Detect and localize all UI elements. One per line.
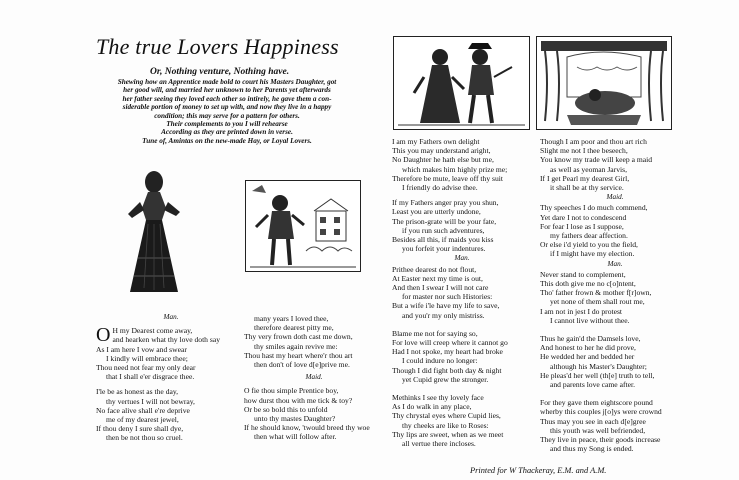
verse-line: For fear I lose as I suppose, <box>540 221 624 231</box>
verse-line: No Daughter he hath else but me, <box>392 155 494 165</box>
verse-line: Or else i'd yield to you the field, <box>540 240 638 250</box>
verse-line: and thus my Song is ended. <box>550 444 634 454</box>
verse-line: Thy very frown doth cast me down, <box>244 332 353 342</box>
verse-line: But a wife i'le have my life to save, <box>392 301 500 311</box>
verse-line: Methinks I see thy lovely face <box>392 393 484 403</box>
verse-line: He wedded her and bedded her <box>540 352 635 362</box>
verse-line: As I am here I vow and swear <box>96 344 187 354</box>
verse-line: For they gave them eightscore pound <box>540 398 653 408</box>
verse-line: thy vertues I will not bewray, <box>106 396 195 406</box>
verse-line: I kindly will embrace thee; <box>106 353 188 363</box>
couple-illustration <box>394 37 529 129</box>
verse-line: Blame me not for saying so, <box>392 328 478 338</box>
verse-line: thy smiles again revive me: <box>254 341 338 351</box>
curtain-scene-woodcut <box>536 36 672 130</box>
curtain-scene-illustration <box>537 37 671 129</box>
verse-line: and you'r my only mistriss. <box>402 310 485 320</box>
verse-line: Thy lips are sweet, when as we meet <box>392 429 504 439</box>
verse-line: I'le be as honest as the day, <box>96 387 179 397</box>
stanza <box>540 203 690 258</box>
verse-line: and hearken what thy love doth say <box>112 335 221 345</box>
ballad-description <box>82 78 372 145</box>
verse-line: that I shall e'er disgrace thee. <box>106 372 195 382</box>
verse-line: Thy speeches I do much commend, <box>540 203 648 213</box>
verse-line: I friendly do advise thee. <box>402 183 478 193</box>
verse-line: This doth give me no c[o]ntent, <box>540 279 636 289</box>
description-line: siderable portion of money to set up with, and now they live in a happy <box>122 103 332 112</box>
stanza <box>392 265 532 320</box>
verse-line: Never stand to complement, <box>540 269 626 279</box>
man-garden-illustration <box>246 181 360 271</box>
verse-line: Thou hast my heart where'r thou art <box>244 350 353 360</box>
speaker-label-man: Man. <box>163 313 179 321</box>
stanza <box>96 387 246 442</box>
verse-line: wherby this couples j[o]ys were crownd <box>540 407 662 417</box>
stanza <box>540 137 690 192</box>
verse-line: Slight me not I thee beseech, <box>540 146 628 156</box>
verse-line: If I get Pearl my dearest Girl, <box>540 173 630 183</box>
verse-line: many years I loved thee, <box>254 314 329 323</box>
verse-line: for master nor such Histories: <box>402 292 493 302</box>
verse-line: as well as yeoman Jarvis, <box>550 164 627 174</box>
verse-line: And honest to her he did prove, <box>540 343 636 353</box>
verse-line: which makes him highly prize me; <box>402 164 508 174</box>
verse-line: Thus may you see in each d[e]gree <box>540 416 646 426</box>
verse-line: They live in peace, their goods increase <box>540 435 661 445</box>
verse-line: Therefore be mute, leave off thy suit <box>392 173 503 183</box>
verse-line: The prison-grate will be your fate, <box>392 216 497 226</box>
stanza <box>392 137 532 192</box>
verse-line: then be not thou so cruel. <box>106 433 183 443</box>
description-line: condition; this may serve for a pattern for others. <box>154 111 300 120</box>
verse-line: Besides all this, if maids you kiss <box>392 235 494 245</box>
left-column-continued <box>244 314 384 442</box>
description-line: Shewing how an Apprentice made bold to court his Masters Daughter, got <box>117 78 337 86</box>
verse-line: Thus he gain'd the Damsels love, <box>540 334 641 344</box>
stanza <box>392 329 532 384</box>
verse-line: yet Cupid grew the stronger. <box>402 374 489 384</box>
verse-line: Thou need not fear my only dear <box>96 363 196 373</box>
verse-line: it shall be at thy service. <box>550 183 624 193</box>
woman-figure-woodcut <box>118 168 190 296</box>
description-line: Their complements to you I will rehearse <box>166 120 288 129</box>
verse-line: yet none of them shall rout me, <box>550 297 645 307</box>
verse-line: Least you are utterly undone, <box>392 207 481 217</box>
speaker-label-man: Man. <box>607 259 623 268</box>
verse-line: If thou deny I sure shall dye, <box>96 424 184 434</box>
verse-line: And then I swear I will not care <box>392 283 489 293</box>
verse-line: how durst thou with me tick & toy? <box>244 395 353 405</box>
right-column <box>540 137 690 454</box>
verse-line: I could indure no longer: <box>402 356 478 366</box>
verse-line: For love will creep where it cannot go <box>392 338 508 348</box>
printer-imprint: Printed for W Thackeray, E.M. and A.M. <box>470 466 607 475</box>
verse-line: He pleas'd her well (th[e] truth to tell, <box>540 370 655 380</box>
verse-line: Had I not spoke, my heart had broke <box>392 347 503 357</box>
drop-cap: O <box>96 324 111 347</box>
verse-line: No face alive shall e're deprive <box>96 405 190 415</box>
verse-line: and parents love came after. <box>550 380 635 390</box>
verse-line: then what will follow after. <box>254 432 337 442</box>
stanza <box>540 270 690 325</box>
verse-line: If he should know, 'twould breed thy woe <box>244 423 370 433</box>
verse-line: if I might have my election. <box>550 249 635 259</box>
verse-line: you forfeit your indentures. <box>402 244 486 254</box>
verse-line: this youth was well befriended, <box>550 425 646 435</box>
verse-line: O fie thou simple Prentice boy, <box>244 386 339 396</box>
verse-line: although his Master's Daughter; <box>550 361 647 371</box>
speaker-label-maid: Maid. <box>305 373 323 382</box>
stanza <box>96 326 246 381</box>
verse-line: Prithee dearest do not flout, <box>392 264 477 274</box>
couple-woodcut <box>393 36 530 130</box>
speaker-label-man: Man. <box>454 254 470 263</box>
ballad-subtitle: Or, Nothing venture, Nothing have. <box>150 67 290 77</box>
verse-line: Though I am poor and thou art rich <box>540 137 647 146</box>
verse-line: Yet dare I not to condescend <box>540 212 627 222</box>
description-line: her father seeing they loved each other so intirely, he gave them a con- <box>122 94 332 103</box>
verse-line: At Easter next my time is out, <box>392 273 483 283</box>
verse-line: then don't of love d[e]prive me. <box>254 360 350 370</box>
stanza <box>392 393 532 448</box>
stanza <box>392 198 532 253</box>
verse-line: If my Fathers anger pray you shun, <box>392 198 499 208</box>
man-garden-woodcut <box>245 180 361 272</box>
speaker-label-maid: Maid. <box>606 193 624 202</box>
verse-line: all vertue there incloses. <box>402 439 476 449</box>
ballad-title: The true Lovers Happiness <box>96 34 339 59</box>
stanza <box>540 398 690 453</box>
verse-line: This you may understand aright, <box>392 146 491 156</box>
verse-line: my fathers dear affection. <box>550 231 628 241</box>
verse-line: I am not in jest I do protest <box>540 306 623 316</box>
description-line: According as they are printed down in verse. <box>161 128 293 137</box>
verse-line: I am my Fathers own delight <box>392 137 480 146</box>
verse-line: As I do walk in any place, <box>392 402 472 412</box>
verse-line: Tho' father frown & mother f[r]own, <box>540 288 652 298</box>
middle-column <box>392 137 532 448</box>
stanza <box>540 334 690 389</box>
verse-line: if you run such adventures, <box>402 225 485 235</box>
verse-line: thy cheeks are like to Roses: <box>402 420 489 430</box>
description-line: her good will, and married her unknown to her Parents yet afterwards <box>123 86 331 95</box>
verse-line: Though I did fight both day & night <box>392 365 502 375</box>
verse-line: Or be so bold this to unfold <box>244 404 328 414</box>
verse-line: therefore dearest pitty me, <box>254 323 334 333</box>
verse-line: H my Dearest come away, <box>112 326 193 336</box>
verse-line: unto thy mastes Daughter? <box>254 414 336 424</box>
verse-line: Thy chrystal eyes where Cupid lies, <box>392 411 501 421</box>
description-line: Tune of, Amintas on the new-made Hay, or Loyal Lovers. <box>142 136 312 145</box>
verse-line: I cannot live without thee. <box>550 315 630 325</box>
verse-line: me of my dearest jewel, <box>106 415 179 425</box>
verse-line: You know my trade will keep a maid <box>540 155 653 165</box>
left-column <box>96 313 246 443</box>
